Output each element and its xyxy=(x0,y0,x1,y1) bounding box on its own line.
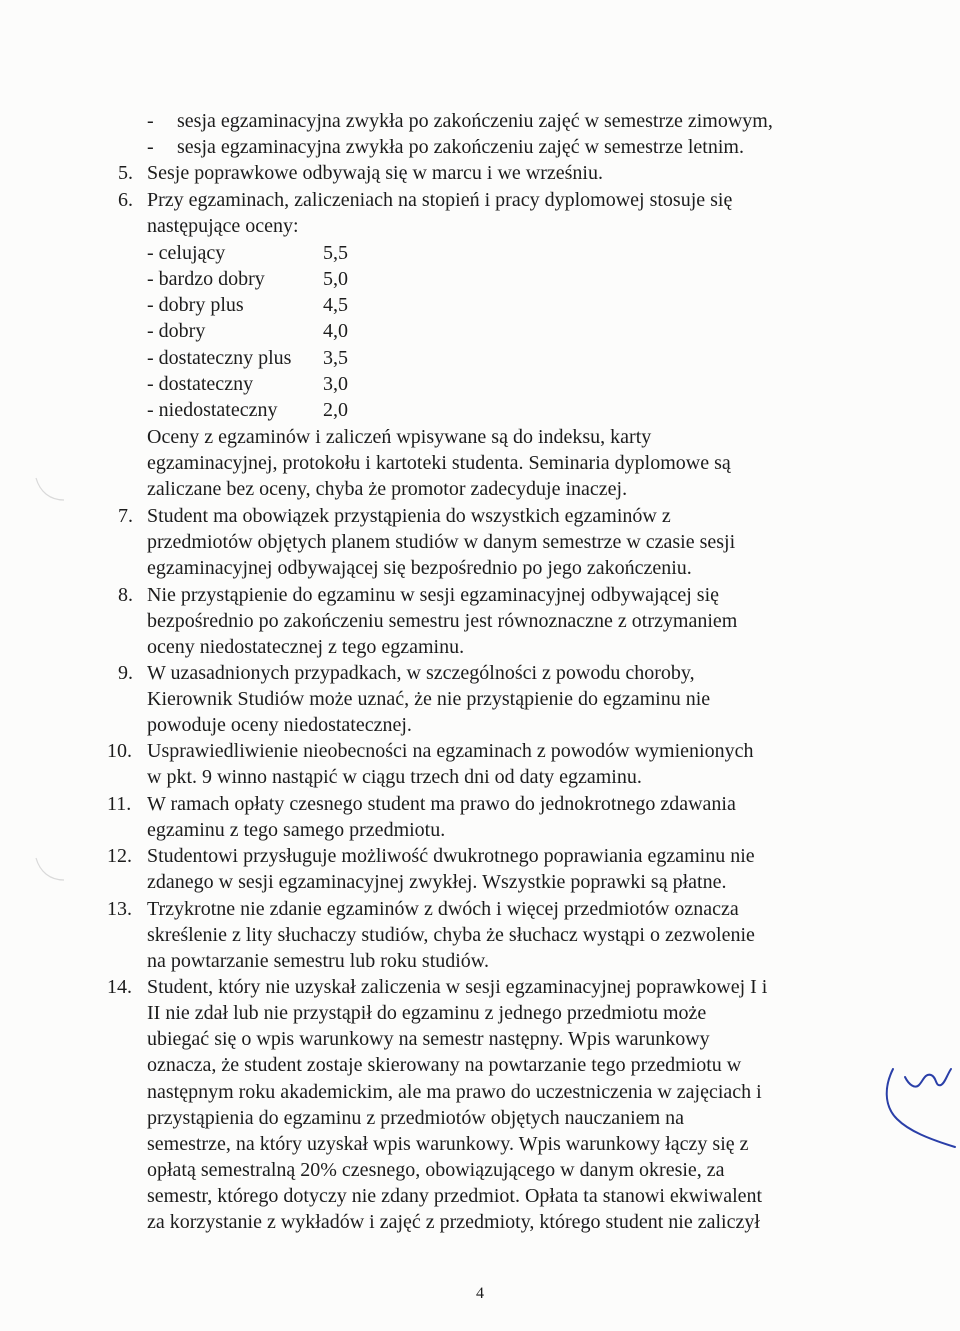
grade-name: - niedostateczny xyxy=(147,399,278,421)
scan-punch-hole-mark xyxy=(30,470,70,510)
item-line: zaliczane bez oceny, chyba że promotor zadecyduje inaczej. xyxy=(147,478,628,500)
scan-punch-hole-mark xyxy=(30,850,70,890)
item-line: Sesje poprawkowe odbywają się w marcu i we wrześniu. xyxy=(147,162,603,184)
item-line: następnym roku akademickim, ale ma prawo do uczestniczenia w zajęciach i xyxy=(147,1081,762,1103)
grade-name: - dobry plus xyxy=(147,294,244,316)
item-number: 13. xyxy=(107,898,132,920)
item-number: 5. xyxy=(118,162,133,184)
item-number: 12. xyxy=(107,845,132,867)
item-line: Trzykrotne nie zdanie egzaminów z dwóch i więcej przedmiotów oznacza xyxy=(147,898,739,920)
item-number: 11. xyxy=(107,793,132,815)
item-line: Student, który nie uzyskał zaliczenia w sesji egzaminacyjnej poprawkowej I i xyxy=(147,976,768,998)
item-line: następujące oceny: xyxy=(147,215,299,237)
item-number: 14. xyxy=(107,976,132,998)
item-line: skreślenie z lity słuchaczy studiów, chyba że słuchacz wystąpi o zezwolenie xyxy=(147,924,755,946)
item-line: egzaminu z tego samego przedmiotu. xyxy=(147,819,446,841)
item-number: 7. xyxy=(118,505,133,527)
item-line: na powtarzanie semestru lub roku studiów. xyxy=(147,950,489,972)
item-number: 9. xyxy=(118,662,133,684)
grade-value: 4,5 xyxy=(323,294,348,316)
grade-value: 3,5 xyxy=(323,347,348,369)
bullet-marker: - xyxy=(147,110,154,132)
item-line: Student ma obowiązek przystąpienia do wszystkich egzaminów z xyxy=(147,505,671,527)
item-line: w pkt. 9 winno nastąpić w ciągu trzech dni od daty egzaminu. xyxy=(147,766,642,788)
item-line: Studentowi przysługuje możliwość dwukrotnego poprawiania egzaminu nie xyxy=(147,845,755,867)
grade-value: 4,0 xyxy=(323,320,348,342)
item-line: II nie zdał lub nie przystąpił do egzaminu z jednego przedmiotu może xyxy=(147,1002,707,1024)
item-line: ubiegać się o wpis warunkowy na semestr następny. Wpis warunkowy xyxy=(147,1028,710,1050)
bullet-marker: - xyxy=(147,136,154,158)
item-line: oznacza, że student zostaje skierowany na powtarzanie tego przedmiotu w xyxy=(147,1054,742,1076)
grade-value: 5,5 xyxy=(323,242,348,264)
item-line: bezpośrednio po zakończeniu semestru jest równoznaczne z otrzymaniem xyxy=(147,610,738,632)
item-line: za korzystanie z wykładów i zajęć z przedmioty, którego student nie zaliczył xyxy=(147,1211,760,1233)
item-line: oceny niedostatecznej z tego egzaminu. xyxy=(147,636,465,658)
item-number: 6. xyxy=(118,189,133,211)
item-line: Usprawiedliwienie nieobecności na egzaminach z powodów wymienionych xyxy=(147,740,754,762)
item-line: egzaminacyjnej, protokołu i kartoteki studenta. Seminaria dyplomowe są xyxy=(147,452,731,474)
grade-name: - dostateczny xyxy=(147,373,254,395)
bullet-line: sesja egzaminacyjna zwykła po zakończeniu zajęć w semestrze letnim. xyxy=(177,136,744,158)
item-line: egzaminacyjnej odbywającej się bezpośrednio po jego zakończeniu. xyxy=(147,557,692,579)
item-line: opłatą semestralną 20% czesnego, obowiązującego w danym okresie, za xyxy=(147,1159,725,1181)
grade-value: 2,0 xyxy=(323,399,348,421)
bullet-line: sesja egzaminacyjna zwykła po zakończeniu zajęć w semestrze zimowym, xyxy=(177,110,773,132)
page-number: 4 xyxy=(476,1285,484,1302)
item-line: W ramach opłaty czesnego student ma prawo do jednokrotnego zdawania xyxy=(147,793,736,815)
item-line: Oceny z egzaminów i zaliczeń wpisywane są do indeksu, karty xyxy=(147,426,652,448)
item-line: przystąpienia do egzaminu z przedmiotów objętych nauczaniem na xyxy=(147,1107,685,1129)
item-line: W uzasadnionych przypadkach, w szczególności z powodu choroby, xyxy=(147,662,695,684)
item-number: 10. xyxy=(107,740,132,762)
item-line: Przy egzaminach, zaliczeniach na stopień i pracy dyplomowej stosuje się xyxy=(147,189,733,211)
item-line: semestr, którego dotyczy nie zdany przedmiot. Opłata ta stanowi ekwiwalent xyxy=(147,1185,763,1207)
grade-name: - dostateczny plus xyxy=(147,347,292,369)
grade-name: - celujący xyxy=(147,242,226,264)
item-line: Nie przystąpienie do egzaminu w sesji egzaminacyjnej odbywającej się xyxy=(147,584,720,606)
item-number: 8. xyxy=(118,584,133,606)
grade-value: 3,0 xyxy=(323,373,348,395)
item-line: powoduje oceny niedostatecznej. xyxy=(147,714,412,736)
grade-name: - dobry xyxy=(147,320,206,342)
grade-value: 5,0 xyxy=(323,268,348,290)
item-line: semestrze, na który uzyskał wpis warunkowy. Wpis warunkowy łączy się z xyxy=(147,1133,749,1155)
item-line: Kierownik Studiów może uznać, że nie przystąpienie do egzaminu nie xyxy=(147,688,711,710)
handwritten-initial-mark xyxy=(875,1055,960,1150)
item-line: przedmiotów objętych planem studiów w danym semestrze w czasie sesji xyxy=(147,531,736,553)
grade-name: - bardzo dobry xyxy=(147,268,265,290)
item-line: zdanego w sesji egzaminacyjnej zwykłej. Wszystkie poprawki są płatne. xyxy=(147,871,727,893)
